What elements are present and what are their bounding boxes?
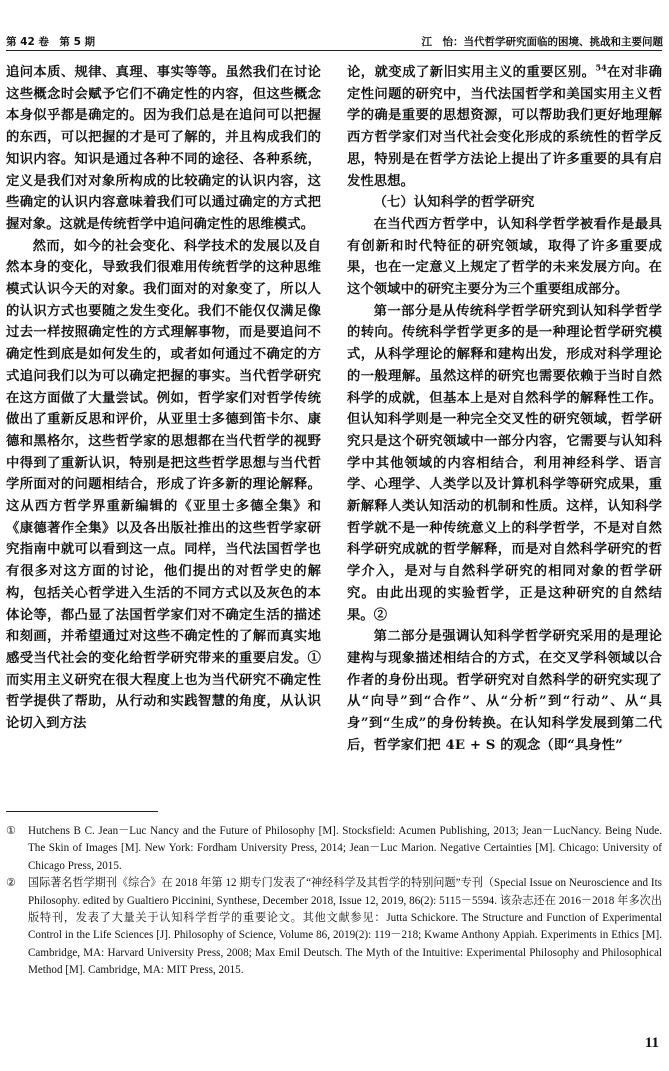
article-running-title: 江 怡：当代哲学研究面临的困境、挑战和主要问题 — [421, 36, 663, 48]
running-header — [0, 28, 669, 50]
journal-volume-issue: 第 42 卷 第 5 期 — [6, 36, 96, 48]
footnote-1-mark: ① — [6, 825, 16, 837]
right-paragraph-2: 在当代西方哲学中，认知科学哲学被看作是最具有创新和时代特征的研究领域，取得了许多重要成果，也在一定意义上规定了哲学的未来发展方向。在这个领域中的研究主要分为三个重要组成部分。 — [347, 216, 662, 298]
footnote-1 — [6, 823, 662, 875]
right-column — [347, 62, 662, 757]
footnote-2-mark: ② — [6, 877, 16, 890]
left-column — [6, 62, 321, 735]
right-paragraph-3-text: 第一部分是从传统科学哲学研究到认知科学哲学的转向。传统科学哲学更多的是一种理论哲学研究模式，从科学理论的解释和建构出发，形成对科学理论的一般理解。虽然这样的研究也需要依赖于当时自然科学的成就，但基本上是对自然科学的解释性工作。但认知科学则是一种完全交叉性的研究领域，哲学研究只是这个研究领域中一部分内容，它需要与认知科学中其他领域的内容相结合，利用神经科学、语言学、心理学、人类学以及计算机科学等研究成果，重新解释人类认知活动的机制和性质。这样，认知科学哲学就不是一种传统意义上的科学哲学，不是对自然科学研究成就的哲学解释，而是对自然科学研究的哲学介入，是对与自然科学研究的相同对象的哲学研究。由此出现的实验哲学，正是这种研究的自然结果。 — [347, 303, 662, 623]
left-paragraph-1: 追问本质、规律、真理、事实等等。虽然我们在讨论这些概念时会赋予它们不确定性的内容，但这些概念本身似乎都是确定的。因为我们总是在追问可以把握的东西，可以把握的才是可了解的，并且构成我们的知识内容。知识是通过各种不同的途径、各种系统，定义是我们对对象所构成的比较确定的认识内容，这些确定的认识内容意味着我们可以通过确定的方式把握对象。这就是传统哲学中追问确定性的思维模式。 — [6, 65, 321, 232]
right-paragraph-3 — [347, 301, 662, 627]
left-paragraph-2-text: 然而，如今的社会变化、科学技术的发展以及自然本身的变化，导致我们很难用传统哲学的这种思维模式认识今天的对象。我们面对的对象变了，所以人的认识方式也要随之发生变化。我们不能仅仅满足像过去一样按照确定性的方式理解事物，而是要追问不确定性到底是如何发生的，或者如何通过不确定的方式追问我们以为可以确定把握的事实。当代哲学研究在这方面做了大量尝试。例如，哲学家们对哲学传统做出了重新反思和评价，从亚里士多德到笛卡尔、康德和黑格尔，这些哲学家的思想都在当代哲学的视野中得到了重新认识，特别是把这些哲学思想与当代哲学所面对的问题相结合，形成了许多新的理论解释。这从西方哲学界重新编辑的《亚里士多德全集》和《康德著作全集》以及各出版社推出的这些哲学家研究指南中就可以看到这一点。同样，当代法国哲学也有很多对这方面的讨论，他们提出的对哲学史的解构，包括关心哲学进入生活的不同方式以及灰色的本体论等，都凸显了法国哲学家们对不确定生活的描述和刻画，并希望通过对这些不确定性的了解而真实地感受当代社会的变化给哲学研究带来的重要启发。 — [6, 238, 321, 666]
right-paragraph-1-tail: 在对非确定性问题的研究中，当代法国哲学和美国实用主义哲学的确是重要的思想资源，可以帮助我们更好地理解西方哲学家们对当代社会变化形成的系统性的哲学反思，特别是在哲学方法论上提出了许多重要的具有启发性思想。 — [347, 65, 662, 189]
header-rule — [6, 50, 662, 51]
left-paragraph-2-tail: 而实用主义研究在很大程度上也为当代研究不确定性哲学提供了帮助，从行动和实践智慧的角度，从认识论切入到方法 — [6, 672, 321, 732]
footnote-ref-2[interactable]: ② — [373, 607, 388, 623]
right-paragraph-4: 第二部分是强调认知科学哲学研究采用的是理论建构与现象描述相结合的方式，在交叉学科领域以合作者的身份出现。哲学研究对自然科学的研究实现了从“向导”到“合作”、从“分析”到“行动”、从“具身”到“生成”的身份转换。在认知科学发展到第二代后，哲学家们把 4E + S 的观念（即“具身性” — [347, 629, 662, 753]
left-paragraph-2 — [6, 236, 321, 735]
right-paragraph-1 — [347, 62, 662, 192]
footnotes — [6, 823, 662, 980]
footnote-ref-1[interactable]: ① — [307, 650, 321, 666]
section-heading: （七）认知科学的哲学研究 — [373, 195, 535, 211]
footnote-2-text: 国际著名哲学期刊《综合》在 2018 年第 12 期专门发表了“神经科学及其哲学的特别问题”专刊（Special Issue on Neuroscience and Its Philosophy. edited by Gualtiero Piccinini, Synthese, December 2018, Issue 12, 2019, 86(2): 5115－5594. 该杂志还在 2016－2018 年多次出版特刊，发表了大量关于认知科学哲学的重要论文。其他文献参见：Jutta Schickore. The Structure and Function of Experimental Control in the Life Sciences [J]. Philosophy of Science, Volume 86, 2019(2): 119－218; Kwame Anthony Appiah. Experiments in Ethics [M]. Cambridge, MA: Harvard University Press, 2008; Max Emil Deutsch. The Myth of the Intuitive: Experimental Philosophy and Philosophical Method [M]. Cambridge, MA: MIT Press, 2015. — [28, 877, 662, 977]
page-number: 11 — [644, 1035, 659, 1051]
footnote-1-text: Hutchens B C. Jean－Luc Nancy and the Future of Philosophy [M]. Stocksfield: Acumen Publishing, 2013; Jean－LucNancy. Being Nude. The Skin of Images [M]. New York: Fordham University Press, 2014; Jean－Luc Marion. Negative Certainties [M]. Chicago: University of Chicago Press, 2015. — [28, 825, 662, 872]
footnote-2 — [6, 875, 662, 979]
right-paragraph-1-text: 论，就变成了新旧实用主义的重要区别。 — [347, 65, 596, 80]
citation-ref-54[interactable]: 54 — [595, 62, 607, 73]
footnote-rule — [6, 811, 158, 812]
